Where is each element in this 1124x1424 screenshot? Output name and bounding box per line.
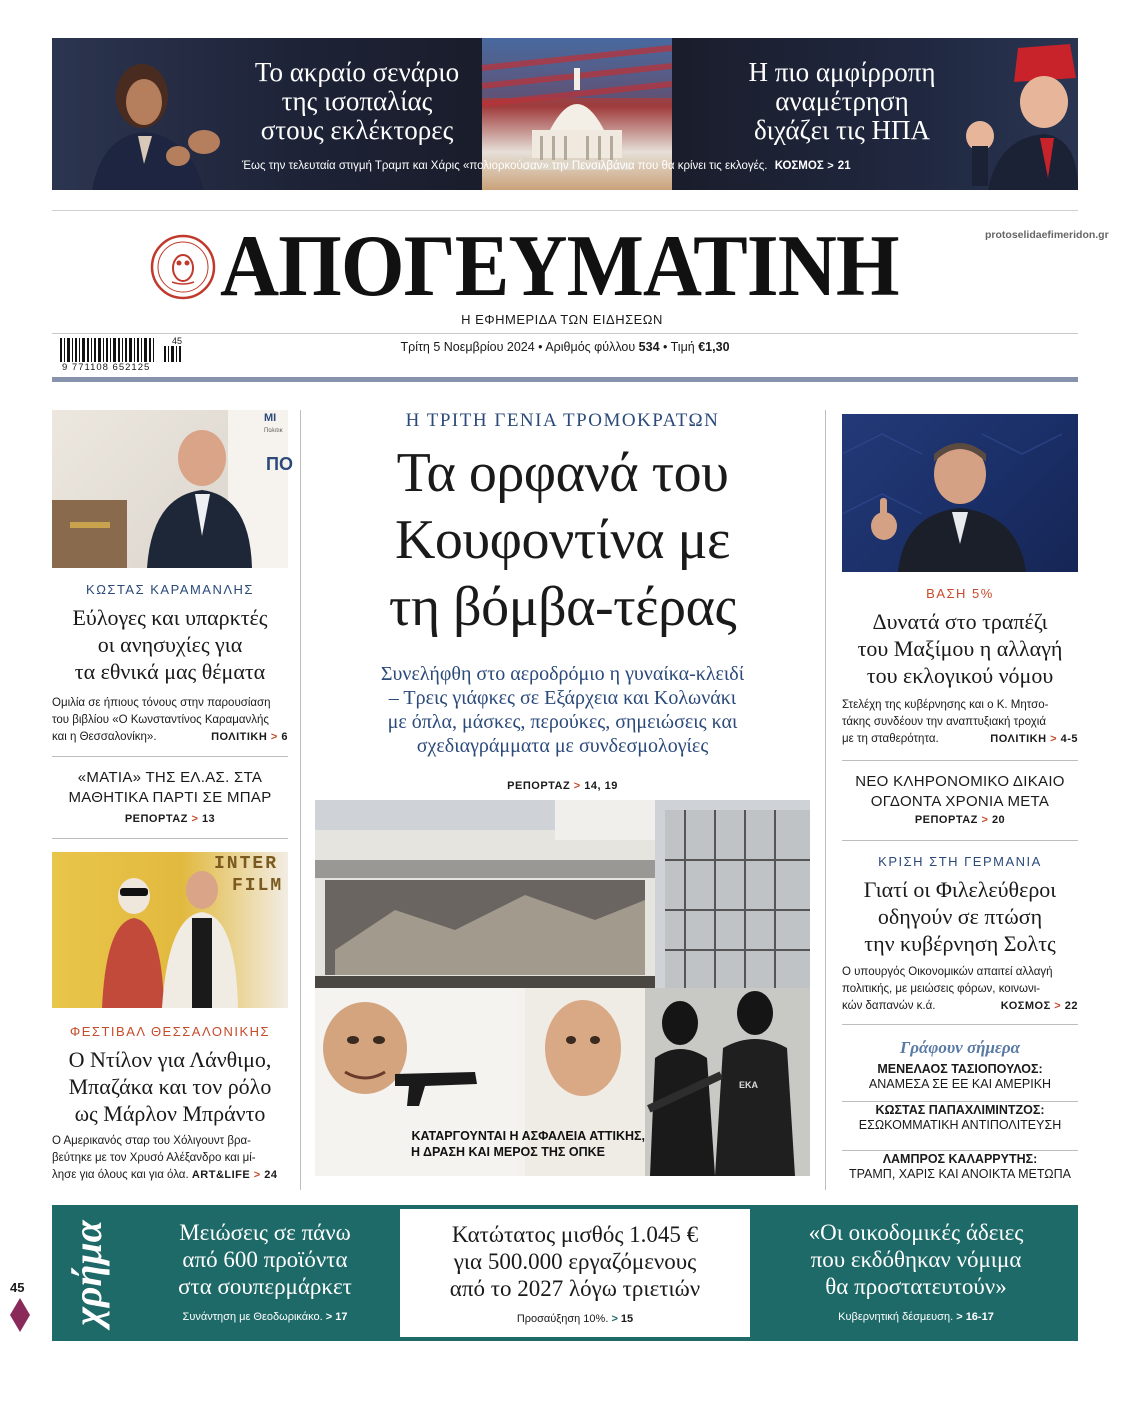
money-box-1-page: 17 [335,1311,348,1323]
left-story2-page: 13 [201,813,216,825]
left-story1-body [52,695,288,746]
building-photo[interactable] [315,800,810,988]
dateline [300,340,830,354]
right-story1-ref[interactable]: ΠΟΛΙΤΙΚΗ > 4-5 [990,733,1078,745]
barcode-addon: 45 [172,336,183,346]
right-story1-headline[interactable] [842,608,1078,689]
columnist-1[interactable] [842,1062,1078,1103]
right-story3-body-2: πολιτικής, με μειώσεις φόρων, κοινωνι- [842,983,1041,995]
right-story3-ref[interactable]: ΚΟΣΜΟΣ > 22 [1000,1000,1078,1012]
money-box-1-headline-3: στα σουπερμάρκετ [178,1274,352,1299]
left-story1-ref[interactable]: ΠΟΛΙΤΙΚΗ > 6 [211,731,288,743]
center-deck-3: με όπλα, μάσκες, περούκες, σημειώσεις και [387,711,738,733]
banner-right-headline-3: διχάζει τις ΗΠΑ [753,115,931,145]
right-story3-kicker: ΚΡΙΣΗ ΣΤΗ ΓΕΡΜΑΝΙΑ [878,854,1042,869]
center-kicker: Η ΤΡΙΤΗ ΓΕΝΙΑ ΤΡΟΜΟΚΡΑΤΩΝ [405,410,720,431]
columnist-3[interactable] [842,1152,1078,1182]
money-box-2-page: 15 [620,1313,634,1325]
center-headline[interactable] [315,440,810,641]
right-story1-headline-3: του εκλογικού νόμου [866,663,1054,688]
photo-sign-1: ΜΙ [264,412,277,424]
money-box-1-headline-2: από 600 προϊόντα [182,1247,348,1272]
columnist-2[interactable] [842,1103,1078,1152]
money-box-2[interactable]: Κατώτατος μισθός 1.045 € για 500.000 εργαζόμενους από το 2027 λόγω τριετιών Προσαύξηση 10%. > 15 [400,1209,750,1337]
dateline-text: Τρίτη 5 Νοεμβρίου 2024 • Αριθμός φύλλου [400,340,636,354]
right-story3-page: 22 [1064,1000,1078,1012]
right-story3-headline[interactable] [842,876,1078,957]
money-box-1[interactable]: Μειώσεις σε πάνω από 600 προϊόντα στα σουπερμάρκετ Συνάντηση με Θεοδωρικάκο. > 17 [134,1205,396,1341]
tagline: Η ΕΦΗΜΕΡΙΔΑ ΤΩΝ ΕΙΔΗΣΕΩΝ [461,312,663,327]
trump-photo [948,38,1078,190]
police-badge: ΕΚΑ [739,1080,759,1090]
right-story1-section: ΠΟΛΙΤΙΚΗ [990,733,1047,745]
left-story1-body-1: Ομιλία σε ήπιους τόνους στην παρουσίαση [52,697,271,709]
barcode-icon [60,338,186,362]
columnist-3-name: ΛΑΜΠΡΟΣ ΚΑΛΑΡΡΥΤΗΣ: [882,1152,1038,1166]
left-story3-headline[interactable] [52,1046,288,1127]
left-story1-body-3: και η Θεσσαλονίκη». [52,731,157,743]
right-story1-headline-1: Δυνατά στο τραπέζι [872,609,1048,634]
photo-caption-2: Η ΔΡΑΣΗ ΚΑΙ ΜΕΡΟΣ ΤΗΣ ΟΠΚΕ [411,1145,605,1159]
left-story1-page: 6 [281,731,288,743]
center-ref[interactable]: ΡΕΠΟΡΤΑΖ > 14, 19 [507,780,618,792]
right-story2-page: 20 [991,814,1006,826]
money-box-3-headline-3: θα προστατευτούν» [825,1274,1007,1299]
left-story3-kicker: ΦΕΣΤΙΒΑΛ ΘΕΣΣΑΛΟΝΙΚΗΣ [69,1024,271,1039]
masthead [150,218,990,315]
banner-page: 21 [837,160,851,172]
left-story3-ref[interactable]: ART&LIFE > 24 [191,1169,278,1181]
right-story1-body [842,697,1078,748]
top-banner[interactable] [52,38,1078,190]
left-story2-ref[interactable]: ΡΕΠΟΡΤΑΖ > 13 [124,813,216,825]
left-story1-headline-2: οι ανησυχίες για [97,632,243,657]
left-story3-body-3: λησε για όλους και για όλα. [52,1169,189,1181]
money-box-3-headline-2: που εκδόθηκαν νόμιμα [810,1247,1022,1272]
left-story3-body [52,1133,288,1184]
issue-number: 534 [638,340,660,354]
photo-sign-3: ΠΟ [266,454,293,474]
right-story2-headline-2: ΟΓΔΟΝΤΑ ΧΡΟΝΙΑ ΜΕΤΑ [870,793,1050,810]
banner-left-headline-3: στους εκλέκτορες [260,115,454,145]
owl-emblem-icon [150,234,216,300]
right-story1-headline-2: του Μαξίμου η αλλαγή [857,636,1063,661]
left-story3-body-1: Ο Αμερικανός σταρ του Χόλιγουντ βρα- [52,1135,251,1147]
right-story1-kicker: ΒΑΣΗ 5% [926,586,994,601]
harris-photo [72,44,232,190]
columnist-2-topic: ΕΣΩΚΟΜΜΑΤΙΚΗ ΑΝΤΙΠΟΛΙΤΕΥΣΗ [858,1118,1062,1132]
money-box-1-sub: Συνάντηση με Θεοδωρικάκο. [182,1311,323,1323]
right-story3-section: ΚΟΣΜΟΣ [1000,1000,1051,1012]
banner-caption: Έως την τελευταία στιγμή Τραμπ και Χάρις «πολιορκούσαν» την Πενσιλβάνια που θα κρίνει τις εκλογές. ΚΟΣΜΟΣ > 21 [242,160,851,172]
columnist-2-name: ΚΩΣΤΑΣ ΠΑΠΑΧΛΙΜΙΝΤΖΟΣ: [875,1103,1045,1117]
karamanlis-figure [52,410,288,568]
left-story3-page: 24 [264,1169,278,1181]
left-story3-section: ART&LIFE [191,1169,251,1181]
columnist-1-name: ΜΕΝΕΛΑΟΣ ΤΑΣΙΟΠΟΥΛΟΣ: [877,1062,1043,1076]
price-label: • Τιμή [663,340,695,354]
center-headline-1: Τα ορφανά του [396,442,729,504]
money-box-3-page: 16-17 [965,1311,994,1323]
center-deck [315,662,810,758]
right-story2-ref[interactable]: ΡΕΠΟΡΤΑΖ > 20 [914,814,1006,826]
photo-sign-2: Πολιτικ [264,428,283,434]
left-story1-body-2: του βιβλίου «Ο Κωνσταντίνος Καραμανλής [52,714,269,726]
watermark: protoselidaefimeridon.gr [985,229,1109,241]
left-story3-body-2: βεύτηκε με τον Χρυσό Αλέξανδρο και μί- [52,1152,256,1164]
mitsotakis-figure [842,414,1078,572]
right-story3-body-1: Ο υπουργός Οικονομικών απαιτεί αλλαγή [842,966,1053,978]
money-box-3-headline-1: «Οι οικοδομικές άδειες [808,1220,1024,1245]
banner-right-headline-1: Η πιο αμφίρροπη [748,57,936,87]
banner-left-headline-2: της ισοπαλίας [281,86,433,116]
center-headline-3: τη βόμβα-τέρας [388,576,737,638]
money-box-2-headline-2: για 500.000 εργαζόμενους [453,1249,697,1274]
barcode-number: 9 771108 652125 [62,362,151,373]
money-box-2-headline-3: από το 2027 λόγω τριετιών [449,1276,701,1301]
banner-section: ΚΟΣΜΟΣ [774,160,824,172]
center-headline-2: Κουφοντίνα με [394,509,731,571]
right-story2-headline[interactable] [842,772,1078,812]
right-story1-body-1: Στελέχη της κυβέρνησης και ο Κ. Μητσο- [842,699,1049,711]
left-story2-headline-1: «ΜΑΤΙΑ» ΤΗΣ ΕΛ.ΑΣ. ΣΤΑ [77,769,263,786]
left-story2-headline[interactable] [52,768,288,808]
diamond-icon [10,1298,30,1332]
center-pages: 14, 19 [584,780,618,792]
center-section: ΡΕΠΟΡΤΑΖ [507,780,571,792]
building-drawing [315,800,810,988]
photo-caption-1: ΚΑΤΑΡΓΟΥΝΤΑΙ Η ΑΣΦΑΛΕΙΑ ΑΤΤΙΚΗΣ, [411,1129,645,1143]
left-story1-kicker: ΚΩΣΤΑΣ ΚΑΡΑΜΑΝΛΗΣ [86,582,254,597]
photo-sign-inter: INTER [214,854,279,874]
mitsotakis-photo[interactable] [842,414,1078,572]
newspaper-title[interactable]: ΑΠΟΓΕΥΜΑΤΙΝΗ [220,218,899,315]
money-box-3[interactable]: «Οι οικοδομικές άδειες που εκδόθηκαν νόμιμα θα προστατευτούν» Κυβερνητική δέσμευση. > 16-17 [754,1205,1078,1341]
photo-caption [315,1128,645,1160]
center-deck-1: Συνελήφθη στο αεροδρόμιο η γυναίκα-κλειδί [380,663,745,685]
right-story1-body-3: με τη σταθερότητα. [842,733,939,745]
left-story1-headline[interactable] [52,604,288,685]
money-box-1-headline-1: Μειώσεις σε πάνω [179,1220,351,1245]
dillon-photo[interactable] [52,852,288,1008]
money-box-3-sub: Κυβερνητική δέσμευση. [838,1311,954,1323]
left-story3-headline-3: ως Μάρλον Μπράντο [74,1101,266,1126]
left-story1-headline-3: τα εθνικά μας θέματα [74,659,266,684]
right-story3-body-3: κών δαπανών κ.ά. [842,1000,936,1012]
photo-sign-film: FILM [232,876,284,896]
right-story3-headline-3: την κυβέρνηση Σολτς [864,931,1056,956]
right-story3-headline-1: Γιατί οι Φιλελεύθεροι [863,877,1057,902]
right-story3-body [842,964,1078,1015]
right-story1-body-2: τάκης συνδέουν την αναπτυξιακή τροχιά [842,716,1047,728]
left-story1-headline-1: Εύλογες και υπαρκτές [72,605,268,630]
left-story3-headline-2: Μπαζάκα και τον ρόλο [68,1074,272,1099]
banner-caption-text: Έως την τελευταία στιγμή Τραμπ και Χάρις «πολιορκούσαν» την Πενσιλβάνια που θα κρίνει τις εκλογές. [242,160,768,172]
left-story2-section: ΡΕΠΟΡΤΑΖ [124,813,188,825]
money-label: χρήμα [65,1220,110,1326]
left-story3-headline-1: Ο Ντίλον για Λάνθιμο, [68,1047,272,1072]
masks-police-photo[interactable] [315,988,810,1176]
center-deck-4: σχεδιαγράμματα με συνδεσμολογίες [416,735,709,757]
left-story2-headline-2: ΜΑΘΗΤΙΚΑ ΠΑΡΤΙ ΣΕ ΜΠΑΡ [68,789,272,806]
price: €1,30 [698,340,730,354]
center-deck-2: – Τρεις γιάφκες σε Εξάρχεια και Κολωνάκι [388,687,737,709]
right-story2-headline-1: ΝΕΟ ΚΛΗΡΟΝΟΜΙΚΟ ΔΙΚΑΙΟ [855,773,1065,790]
banner-left-headline-1: Το ακραίο σενάριο [254,57,460,87]
columnists-title: Γράφουν σήμερα [899,1038,1021,1057]
right-story3-headline-2: οδηγούν σε πτώση [877,904,1043,929]
columnist-3-topic: ΤΡΑΜΠ, ΧΑΡΙΣ ΚΑΙ ΑΝΟΙΚΤΑ ΜΕΤΩΠΑ [849,1167,1071,1181]
columnist-1-topic: ΑΝΑΜΕΣΑ ΣΕ ΕΕ ΚΑΙ ΑΜΕΡΙΚΗ [868,1077,1052,1091]
right-story2-section: ΡΕΠΟΡΤΑΖ [914,814,978,826]
page-number: 45 [10,1280,25,1295]
money-box-2-sub: Προσαύξηση 10%. [516,1313,609,1325]
karamanlis-photo[interactable] [52,410,293,568]
left-story1-section: ΠΟΛΙΤΙΚΗ [211,731,268,743]
money-box-2-headline-1: Κατώτατος μισθός 1.045 € [451,1222,699,1247]
columnists-list [842,1062,1078,1182]
banner-right-headline-2: αναμέτρηση [775,86,909,116]
masthead-rule [52,377,1078,382]
money-band [52,1205,1078,1341]
right-story1-page: 4-5 [1060,733,1078,745]
